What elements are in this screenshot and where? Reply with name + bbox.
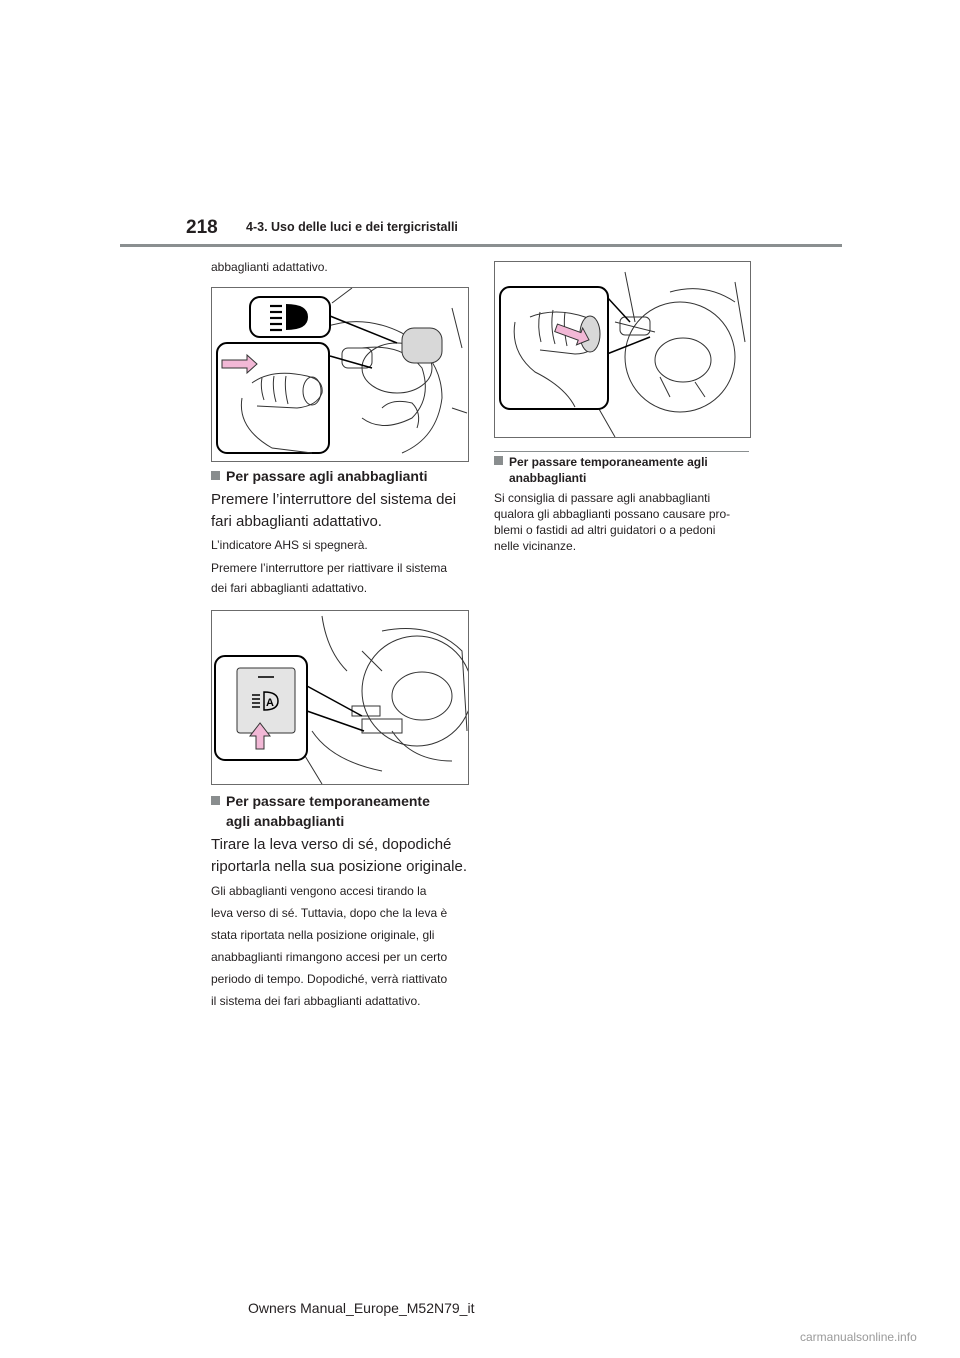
right-heading: Per passare temporaneamente agli anabbaglianti bbox=[494, 454, 708, 486]
page-number: 218 bbox=[186, 217, 218, 238]
section1-instruction: Premere l’interruttore del sistema dei fari abbaglianti adattativo. bbox=[211, 491, 457, 530]
right-divider bbox=[494, 451, 749, 452]
figure-lever-pull bbox=[494, 261, 751, 438]
section2-heading: Per passare temporaneamente agli anabbaglianti bbox=[211, 791, 430, 831]
svg-text:A: A bbox=[266, 697, 274, 709]
section1-note1: L’indicatore AHS si spegnerà. bbox=[211, 538, 368, 552]
section2-instruction: Tirare la leva verso di sé, dopodiché riportarla nella sua posizione originale. bbox=[211, 836, 467, 875]
figure-lever-high-beam bbox=[211, 287, 469, 462]
header-rule bbox=[120, 244, 842, 247]
intro-text: abbaglianti adattativo. bbox=[211, 260, 328, 274]
section-title: 4-3. Uso delle luci e dei tergicristalli bbox=[246, 220, 458, 234]
section1-heading: Per passare agli anabbaglianti bbox=[211, 466, 428, 486]
section2-body: Gli abbaglianti vengono accesi tirando la leva verso di sé. Tuttavia, dopo che la leva è stata riportata nella posizione originale, gli anabbaglianti rimangono accesi per un certo periodo di tempo. Dopodiché, verrà riattivato il sistema dei fari abbaglianti adattativo. bbox=[211, 884, 448, 1008]
right-body: Si consiglia di passare agli anabbaglianti qualora gli abbaglianti possano causare pro- blemi o fastidi ad altri guidatori o a pedoni nelle vicinanze. bbox=[494, 491, 731, 553]
section1-note2: Premere l’interruttore per riattivare il sistema dei fari abbaglianti adattativo. bbox=[211, 561, 448, 595]
footer-doc-id: Owners Manual_Europe_M52N79_it bbox=[248, 1300, 475, 1316]
watermark: carmanualsonline.info bbox=[800, 1330, 917, 1344]
figure-ahs-switch bbox=[211, 610, 469, 785]
